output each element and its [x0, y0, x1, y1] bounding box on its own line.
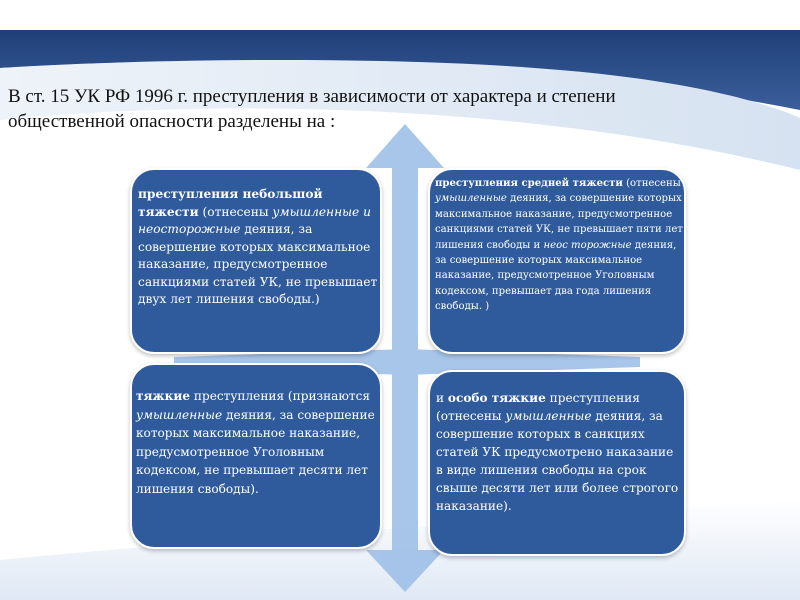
category-especially-grave-box: [428, 370, 686, 556]
category-minor-text: [138, 186, 378, 309]
category-medium-part3: деяния, за совершение которых максимальное наказание, предусмотренное Уголовным кодексом, превышает два года лишения свободы. ): [435, 239, 677, 313]
category-medium-text: [435, 176, 685, 315]
category-especially-grave-part2: деяния, за совершение которых в санкциях статей УК предусмотрено наказание в виде лишения свободы на срок свыше десяти лет или более строгого наказание).: [436, 409, 679, 513]
heading-line-2: общественной опасности разделены на :: [8, 111, 336, 132]
category-minor-italic: умышленные и неосторожные: [138, 204, 371, 236]
category-minor-part2: деяния, за совершение которых максимальное наказание, предусмотренное санкциями статей УК, не превышает двух лет лишения свободы.): [138, 222, 378, 306]
category-grave-text: [136, 387, 380, 498]
category-grave-title: тяжкие: [136, 389, 191, 403]
category-medium-part2: деяния, за совершение которых максимальное наказание, предусмотренное санкциями статей УК, не превышает пяти лет лишения свободы и: [435, 193, 683, 251]
category-grave-italic: умышленные: [136, 407, 223, 422]
category-minor-title: преступления небольшой тяжести: [138, 187, 323, 219]
category-especially-grave-italic: умышленные: [505, 409, 592, 423]
heading-line-1: В ст. 15 УК РФ 1996 г. преступления в зависимости от характера и степени: [8, 86, 616, 107]
category-medium-title: преступления средней тяжести: [435, 178, 623, 189]
category-especially-grave-pre: и: [436, 391, 448, 405]
category-medium-italic-1: умышленные: [435, 193, 507, 205]
arrow-stem: [392, 165, 418, 555]
top-strip: [0, 0, 800, 30]
category-minor-box: [130, 168, 382, 354]
category-medium-italic-2: неос торожные: [543, 239, 632, 251]
category-medium-part1: (отнесены: [622, 178, 681, 189]
category-grave-box: [130, 363, 382, 549]
category-especially-grave-part1: преступления (отнесены: [436, 391, 640, 423]
category-especially-grave-title: особо тяжкие: [447, 391, 546, 405]
slide-heading: [8, 84, 788, 134]
category-minor-part1: (отнесены: [198, 204, 273, 219]
category-grave-part2: деяния, за совершение которых максимальное наказание, предусмотренное Уголовным кодексом, не превышает десяти лет лишения свободы).: [136, 407, 375, 496]
category-grave-part1: преступления (признаются: [190, 389, 370, 403]
category-medium-box: [428, 168, 686, 354]
category-especially-grave-text: [436, 389, 682, 515]
